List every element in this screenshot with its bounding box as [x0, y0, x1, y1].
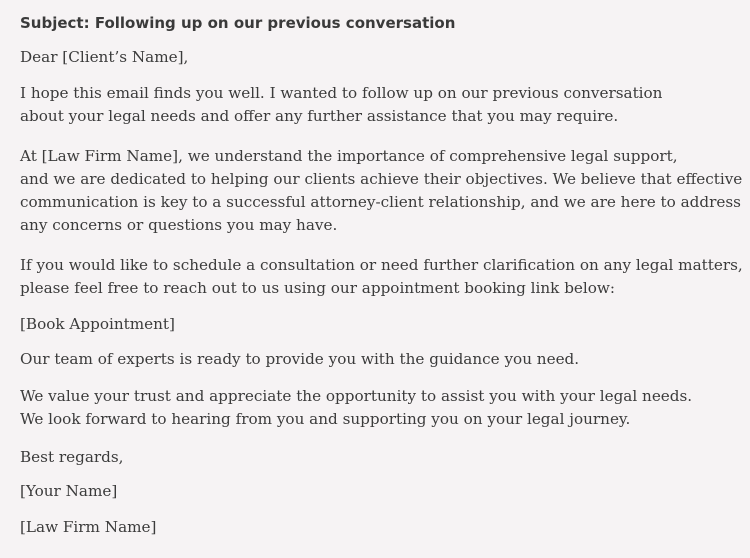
paragraph-team: Our team of experts is ready to provide you with the guidance you need.: [20, 350, 580, 368]
email-closing: Best regards,: [20, 448, 124, 466]
email-subject: Subject: Following up on our previous conversation: [20, 14, 456, 32]
book-appointment-link[interactable]: [Book Appointment]: [20, 315, 175, 333]
paragraph-gratitude: [20, 385, 692, 431]
paragraph-line: communication is key to a successful attorney-client relationship, and we are here to address: [20, 193, 741, 211]
paragraph-line: I hope this email finds you well. I wanted to follow up on our previous conversation: [20, 84, 663, 102]
paragraph-line: any concerns or questions you may have.: [20, 216, 338, 234]
paragraph-line: and we are dedicated to helping our clients achieve their objectives. We believe that effective: [20, 170, 743, 188]
paragraph-line: At [Law Firm Name], we understand the importance of comprehensive legal support,: [20, 147, 678, 165]
paragraph-line: about your legal needs and offer any further assistance that you may require.: [20, 107, 619, 125]
paragraph-firm-commitment: [20, 145, 742, 237]
paragraph-intro: [20, 82, 662, 128]
sender-firm-name: [Law Firm Name]: [20, 518, 157, 536]
paragraph-line: If you would like to schedule a consultation or need further clarification on any legal matters,: [20, 256, 743, 274]
email-greeting: Dear [Client’s Name],: [20, 48, 189, 66]
paragraph-line: please feel free to reach out to us using our appointment booking link below:: [20, 279, 616, 297]
paragraph-schedule: [20, 254, 743, 300]
paragraph-line: We look forward to hearing from you and supporting you on your legal journey.: [20, 410, 631, 428]
sender-name: [Your Name]: [20, 482, 118, 500]
paragraph-line: We value your trust and appreciate the opportunity to assist you with your legal needs.: [20, 387, 693, 405]
